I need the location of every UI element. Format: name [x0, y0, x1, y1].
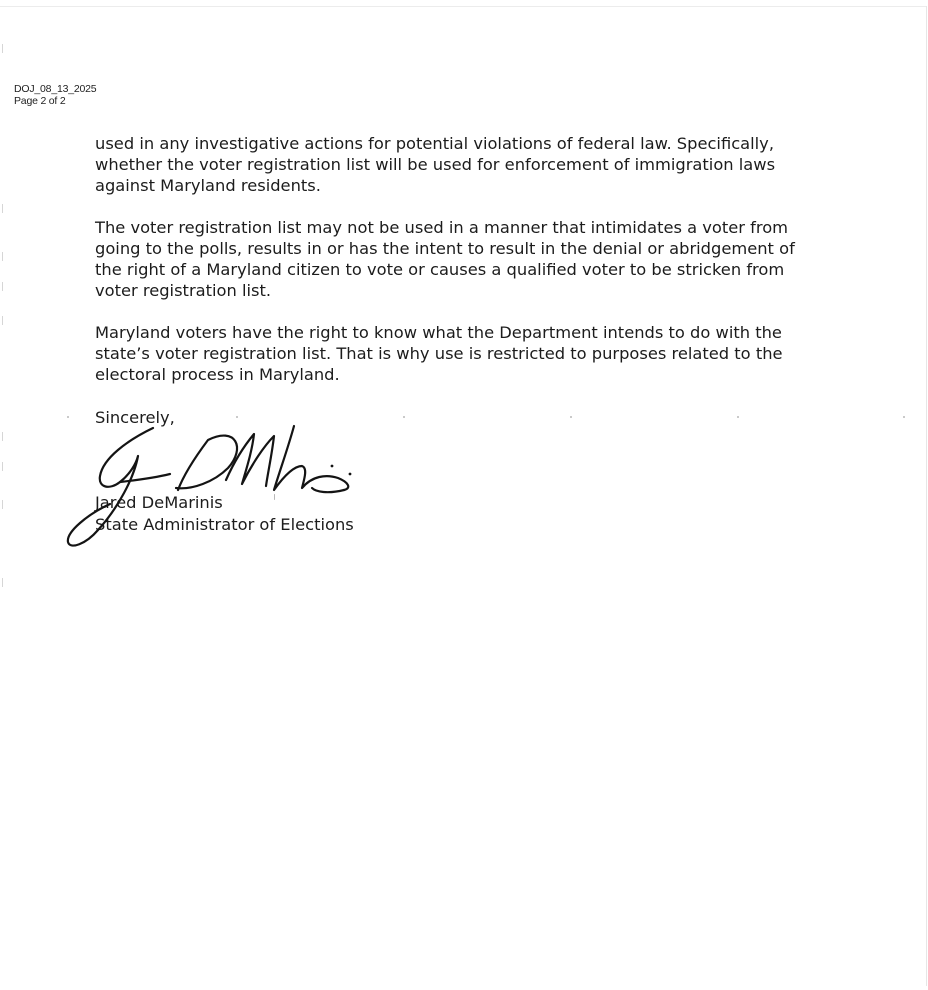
fax-header [14, 83, 96, 107]
scan-speck [570, 416, 572, 418]
page-top-edge [0, 6, 926, 7]
handwritten-signature-icon [58, 418, 378, 553]
scan-edge-mark [2, 204, 3, 213]
paragraph-3: Maryland voters have the right to know what the Department intends to do with the state’s voter registration list. That is why use is restricted to purposes related to the electoral process in Maryland. [95, 323, 783, 384]
scan-edge-mark [2, 432, 3, 441]
scan-edge-mark [2, 316, 3, 325]
scan-edge-mark [2, 252, 3, 261]
scan-edge-mark [2, 282, 3, 291]
scan-speck [274, 494, 275, 500]
signer-title: State Administrator of Elections [95, 515, 354, 534]
scan-speck [737, 416, 739, 418]
signer-name: Jared DeMarinis [95, 493, 223, 512]
paragraph-1: used in any investigative actions for potential violations of federal law. Specifically, whether the voter registration list will be used for enforcement of immigration laws against Maryland residents. [95, 134, 776, 195]
document-id: DOJ_08_13_2025 [14, 83, 97, 95]
scan-edge-mark [2, 44, 3, 53]
paragraph-2: The voter registration list may not be used in a manner that intimidates a voter from going to the polls, results in or has the intent to result in the denial or abridgement of the right of a Maryland citizen to vote or causes a qualified voter to be stricken from voter registration list. [95, 218, 795, 300]
page-number: Page 2 of 2 [14, 95, 66, 107]
page-right-edge [926, 6, 927, 986]
closing-salutation: Sincerely, [95, 408, 175, 427]
scan-speck [236, 416, 238, 418]
scan-speck [67, 416, 69, 418]
letter-body [95, 133, 885, 406]
scan-speck [403, 416, 405, 418]
scan-edge-mark [2, 500, 3, 509]
scan-edge-mark [2, 578, 3, 587]
scan-edge-mark [2, 462, 3, 471]
scan-speck [903, 416, 905, 418]
